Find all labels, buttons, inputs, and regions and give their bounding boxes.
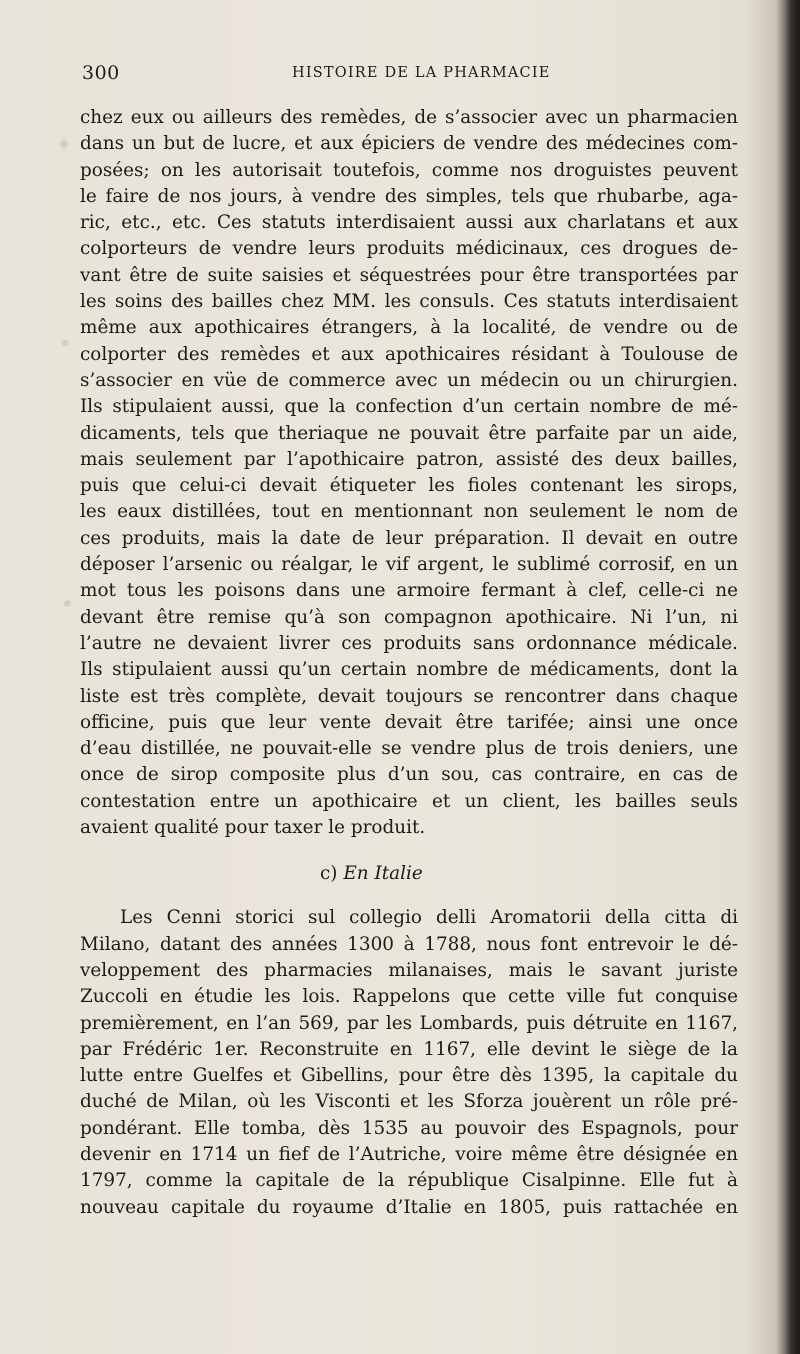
text-line: ces produits, mais la date de leur préparation. Il devait en outre: [80, 527, 738, 549]
section-marker: c): [320, 863, 338, 885]
page-edge-shadow: [786, 0, 800, 1354]
text-line: Zuccoli en étudie les lois. Rappelons que cette ville fut conquise: [80, 986, 738, 1008]
text-line: Milano, datant des années 1300 à 1788, nous font entrevoir le dé-: [80, 933, 738, 955]
text-line: Les Cenni storici sul collegio delli Aromatorii della citta di: [120, 907, 738, 929]
section-title: En Italie: [343, 863, 423, 885]
text-line: devant être remise qu’à son compagnon apothicaire. Ni l’un, ni: [80, 606, 738, 628]
text-line: liste est très complète, devait toujours se rencontrer dans chaque: [80, 685, 738, 707]
text-line: les soins des bailles chez MM. les consuls. Ces statuts interdisaient: [80, 291, 738, 313]
text-line: dicaments, tels que theriaque ne pouvait être parfaite par un aide,: [80, 422, 738, 444]
page-header: [82, 62, 722, 86]
text-line: le faire de nos jours, à vendre des simples, tels que rhubarbe, aga-: [80, 185, 738, 207]
text-line: once de sirop composite plus d’un sou, cas contraire, en cas de: [80, 764, 738, 786]
running-head: HISTOIRE DE LA PHARMACIE: [292, 65, 551, 81]
text-line: les eaux distillées, tout en mentionnant non seulement le nom de: [80, 501, 738, 523]
text-line: contestation entre un apothicaire et un client, les bailles seuls: [80, 790, 738, 812]
text-line: dans un but de lucre, et aux épiciers de vendre des médecines com-: [80, 133, 738, 155]
paragraph-2: [80, 905, 738, 1221]
text-line: officine, puis que leur vente devait être tarifée; ainsi une once: [80, 711, 738, 733]
text-line: premièrement, en l’an 569, par les Lombards, puis détruite en 1167,: [80, 1012, 738, 1034]
text-line: Ils stipulaient aussi qu’un certain nombre de médicaments, dont la: [80, 659, 738, 681]
text-line: chez eux ou ailleurs des remèdes, de s’associer avec un pharmacien: [80, 107, 738, 128]
text-line: d’eau distillée, ne pouvait-elle se vendre plus de trois deniers, une: [80, 738, 738, 760]
paper-smudge: [64, 600, 71, 607]
text-line: posées; on les autorisait toutefois, comme nos droguistes peuvent: [80, 159, 738, 181]
text-line: 1797, comme la capitale de la république Cisalpinne. Elle fut à: [80, 1170, 738, 1192]
page-number: 300: [82, 62, 120, 84]
text-line: nouveau capitale du royaume d’Italie en 1805, puis rattachée en: [80, 1196, 738, 1218]
text-line: s’associer en vüe de commerce avec un médecin ou un chirurgien.: [80, 369, 738, 391]
text-line: mais seulement par l’apothicaire patron, assisté des deux bailles,: [80, 448, 738, 470]
text-line: devenir en 1714 un fief de l’Autriche, voire même être désignée en: [80, 1143, 738, 1165]
section-heading: [80, 843, 738, 905]
page-body: [80, 105, 738, 1221]
paper-smudge: [62, 340, 68, 346]
text-line: même aux apothicaires étrangers, à la localité, de vendre ou de: [80, 317, 738, 339]
text-line: duché de Milan, où les Visconti et les Sforza jouèrent un rôle pré-: [80, 1091, 738, 1113]
text-line: colporter des remèdes et aux apothicaires résidant à Toulouse de: [80, 343, 738, 365]
text-line: vant être de suite saisies et séquestrées pour être transportées par: [80, 264, 738, 286]
text-line: mot tous les poisons dans une armoire fermant à clef, celle-ci ne: [80, 580, 738, 602]
text-line: ric, etc., etc. Ces statuts interdisaient aussi aux charlatans et aux: [80, 212, 738, 234]
text-line: avaient qualité pour taxer le produit.: [80, 817, 426, 839]
text-line: lutte entre Guelfes et Gibellins, pour être dès 1395, la capitale du: [80, 1065, 738, 1087]
text-line: Ils stipulaient aussi, que la confection d’un certain nombre de mé-: [80, 396, 738, 418]
text-line: par Frédéric 1er. Reconstruite en 1167, elle devint le siège de la: [80, 1038, 738, 1060]
text-line: colporteurs de vendre leurs produits médicinaux, ces drogues de-: [80, 238, 738, 260]
paragraph-1: [80, 105, 738, 841]
text-line: l’autre ne devaient livrer ces produits sans ordonnance médicale.: [80, 632, 738, 654]
text-line: veloppement des pharmacies milanaises, mais le savant juriste: [80, 959, 738, 981]
text-line: pondérant. Elle tomba, dès 1535 au pouvoir des Espagnols, pour: [80, 1117, 738, 1139]
text-line: puis que celui-ci devait étiqueter les fioles contenant les sirops,: [80, 475, 738, 497]
paper-smudge: [60, 140, 68, 148]
text-line: déposer l’arsenic ou réalgar, le vif argent, le sublimé corrosif, en un: [80, 554, 738, 576]
